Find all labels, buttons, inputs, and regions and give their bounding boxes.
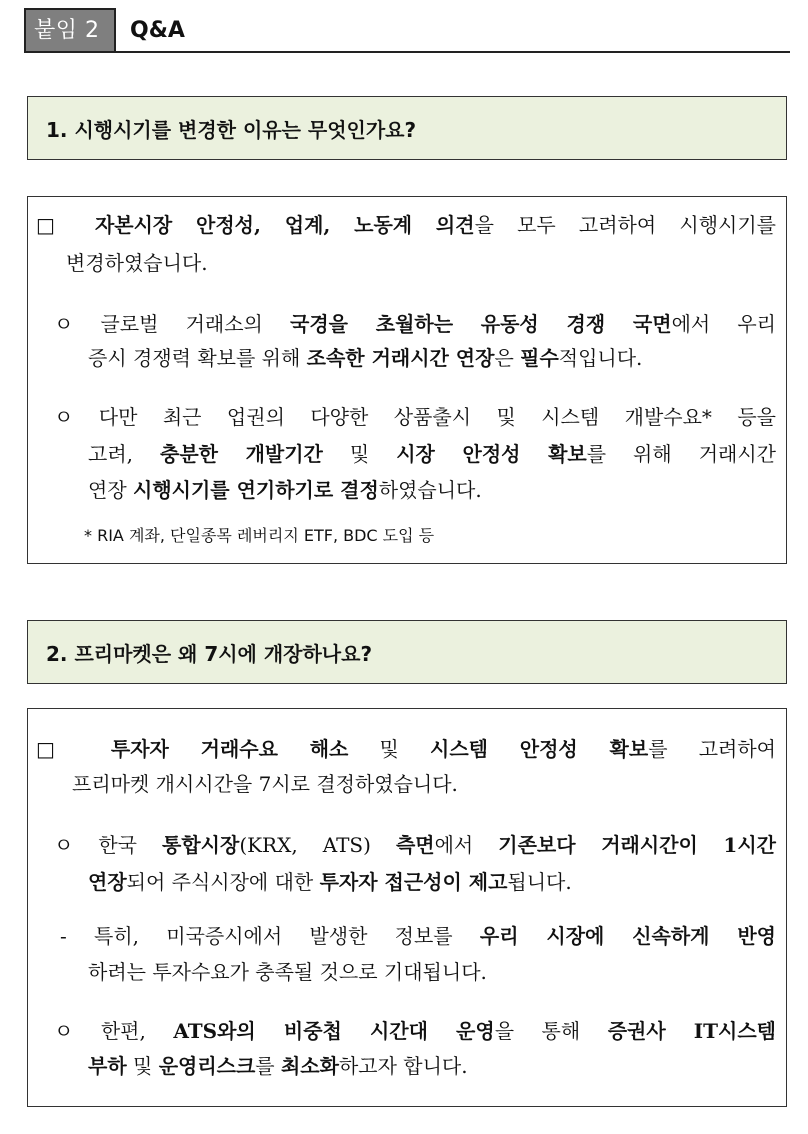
- question-1: 1. 시행시기를 변경한 이유는 무엇인가요?: [46, 117, 417, 142]
- question-2-box: [27, 620, 787, 684]
- text-segment: 증시 경쟁력 확보를 위해: [88, 346, 307, 370]
- bold-segment: 최소화: [280, 1054, 339, 1078]
- bold-segment: ATS와의 비중첩 시간대 운영: [173, 1019, 495, 1043]
- answer-2-box: [27, 708, 787, 1107]
- a2-line-5: [60, 924, 776, 948]
- text-segment: 하고자 합니다.: [338, 1054, 468, 1078]
- a1-line-2: [66, 251, 208, 275]
- text-segment: □: [36, 213, 95, 237]
- bold-segment: 통합시장: [162, 833, 240, 857]
- a2-line-6: [88, 960, 487, 984]
- bold-segment: 연장: [88, 870, 127, 894]
- bold-segment: 국경을 초월하는 유동성 경쟁 국면: [290, 312, 672, 336]
- question-2: 2. 프리마켓은 왜 7시에 개장하나요?: [46, 641, 373, 666]
- text-segment: 하려는 투자수요가 충족될 것으로 기대됩니다.: [88, 960, 487, 984]
- bold-segment: 필수: [520, 346, 559, 370]
- a1-line-1: [36, 213, 776, 237]
- text-segment: 에서: [434, 833, 499, 857]
- a2-line-8: [88, 1054, 468, 1078]
- text-segment: 및: [322, 442, 397, 466]
- page-header: [24, 8, 790, 53]
- text-segment: 을 통해: [494, 1019, 608, 1043]
- text-segment: 및: [126, 1054, 159, 1078]
- answer-1-footnote: * RIA 계좌, 단일종목 레버리지 ETF, BDC 도입 등: [84, 526, 435, 545]
- text-segment: □: [36, 737, 111, 761]
- text-segment: - 특히, 미국증시에서 발생한 정보를: [60, 924, 480, 948]
- a2-line-1: [36, 737, 776, 761]
- bold-segment: 우리 시장에 신속하게 반영: [479, 924, 776, 948]
- text-segment: 고려,: [88, 442, 161, 466]
- text-segment: (KRX, ATS): [239, 833, 396, 857]
- text-segment: ㅇ 글로벌 거래소의: [54, 312, 291, 336]
- bold-segment: 시스템 안정성 확보: [430, 737, 649, 761]
- page-title: Q&A: [130, 18, 185, 43]
- a1-line-5: [54, 405, 776, 429]
- text-segment: 에서 우리: [671, 312, 776, 336]
- text-segment: ㅇ 한편,: [54, 1019, 174, 1043]
- a1-line-3: [54, 312, 776, 336]
- bold-segment: 기존보다 거래시간이 1시간: [498, 833, 776, 857]
- bold-segment: 운영리스크: [158, 1054, 256, 1078]
- text-segment: ㅇ 한국: [54, 833, 163, 857]
- text-segment: 됩니다.: [507, 870, 572, 894]
- bold-segment: 충분한 개발기간: [160, 442, 323, 466]
- text-segment: 하였습니다.: [378, 478, 482, 502]
- text-segment: 를 고려하여: [648, 737, 776, 761]
- attachment-tag: 붙임 2: [24, 8, 116, 53]
- question-1-box: [27, 96, 787, 160]
- bold-segment: 조속한 거래시간 연장: [306, 346, 495, 370]
- text-segment: 적입니다.: [558, 346, 643, 370]
- bold-segment: 부하: [88, 1054, 127, 1078]
- a2-line-7: [54, 1019, 776, 1043]
- text-segment: 되어 주식시장에 대한: [126, 870, 320, 894]
- text-segment: 를: [255, 1054, 281, 1078]
- a1-line-4: [88, 346, 642, 370]
- bold-segment: 투자자 거래수요 해소: [110, 737, 349, 761]
- a2-line-3: [54, 833, 776, 857]
- bold-segment: 시장 안정성 확보: [396, 442, 587, 466]
- text-segment: 연장: [88, 478, 133, 502]
- text-segment: 변경하였습니다.: [66, 251, 208, 275]
- bold-segment: 자본시장 안정성, 업계, 노동계 의견: [94, 213, 475, 237]
- text-segment: 은: [494, 346, 521, 370]
- bold-segment: 증권사 IT시스템: [607, 1019, 776, 1043]
- text-segment: ㅇ 다만 최근 업권의 다양한 상품출시 및 시스템 개발수요* 등을: [54, 405, 776, 429]
- text-segment: 및: [348, 737, 431, 761]
- bold-segment: 측면: [395, 833, 435, 857]
- a1-line-6: [88, 442, 776, 466]
- a2-line-4: [88, 870, 572, 894]
- bold-segment: 시행시기를 연기하기로 결정: [133, 478, 379, 502]
- bold-segment: 투자자 접근성이 제고: [319, 870, 508, 894]
- text-segment: 를 위해 거래시간: [586, 442, 776, 466]
- text-segment: 프리마켓 개시시간을 7시로 결정하였습니다.: [72, 772, 458, 796]
- text-segment: 을 모두 고려하여 시행시기를: [474, 213, 776, 237]
- a1-line-7: [88, 478, 482, 502]
- a2-line-2: [72, 772, 458, 796]
